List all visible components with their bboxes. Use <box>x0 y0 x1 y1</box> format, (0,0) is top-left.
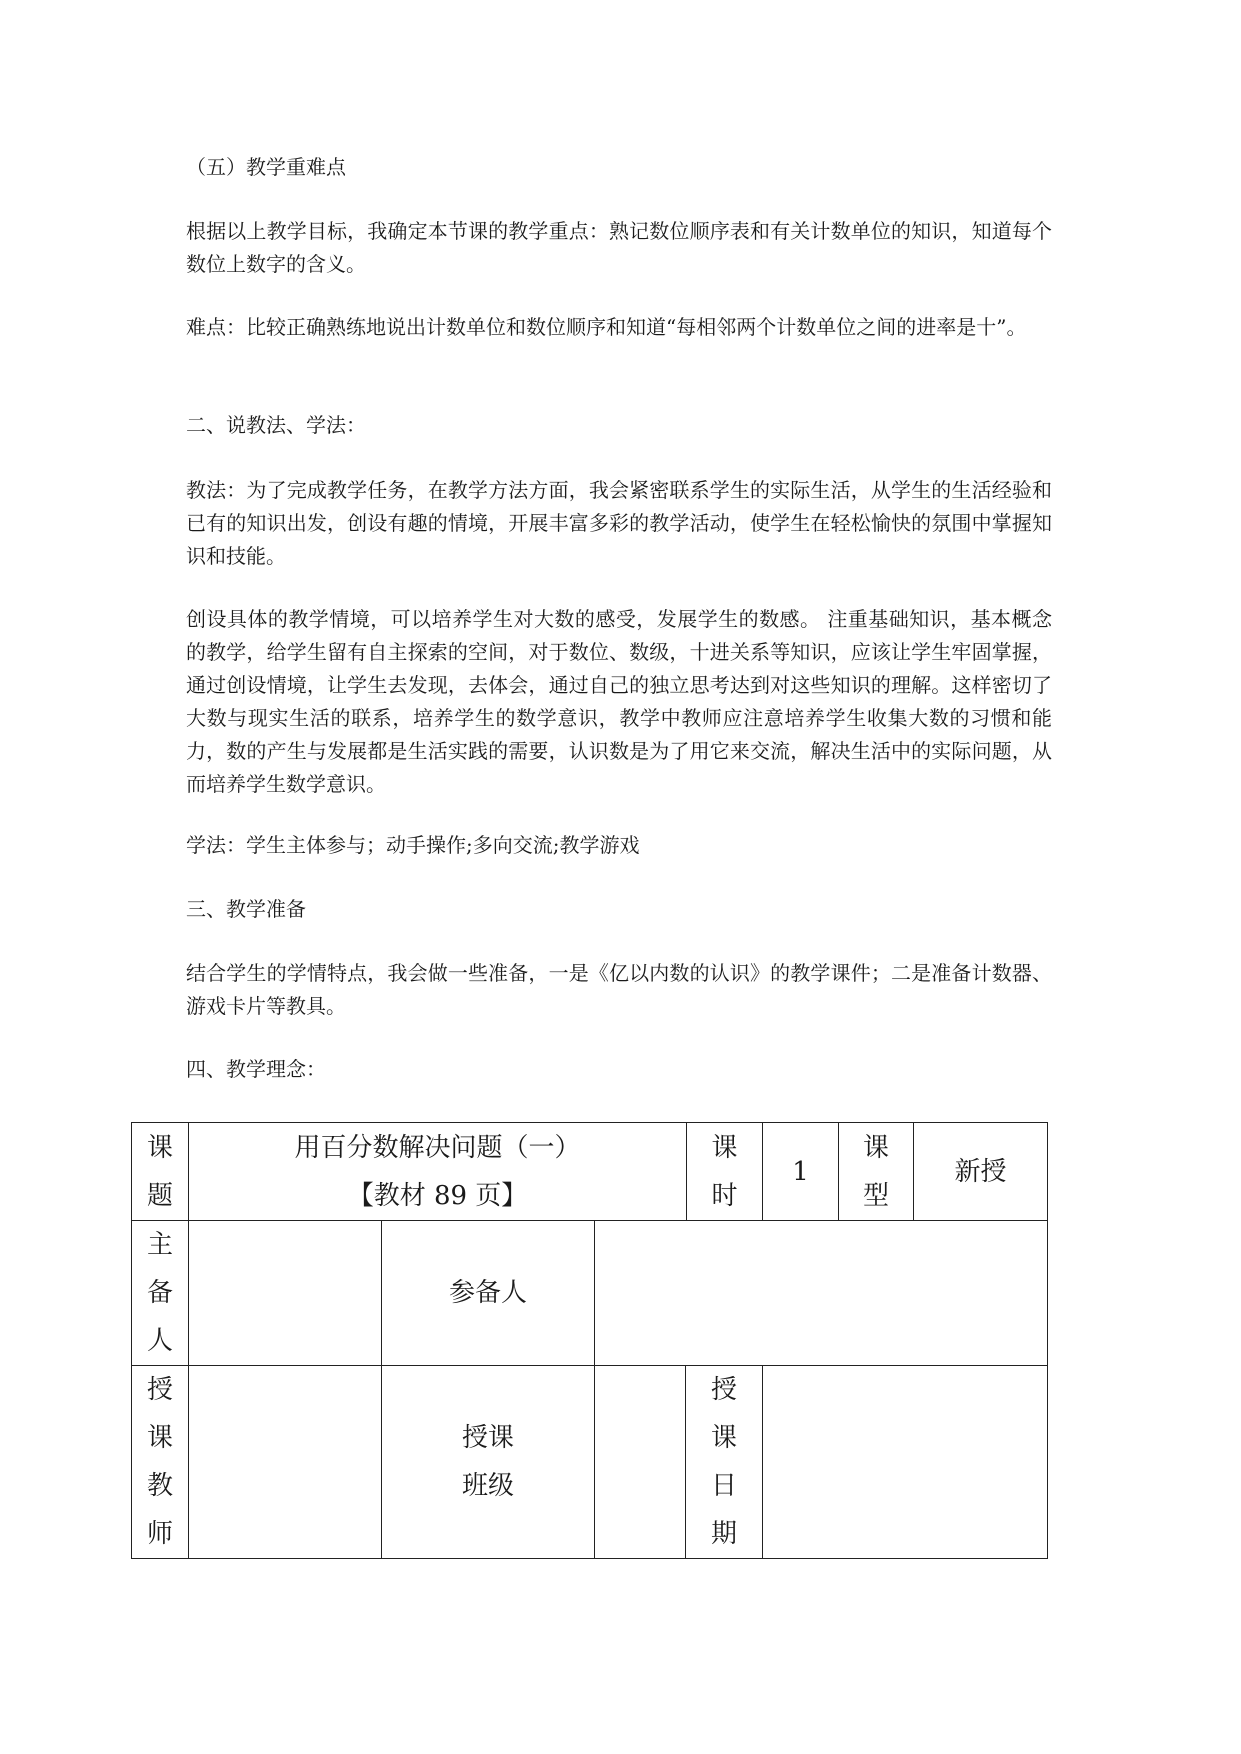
topic-label: 课题 <box>132 1123 189 1221</box>
main-preparer-value <box>189 1221 382 1366</box>
section-heading-key-points: （五）教学重难点 <box>186 155 346 179</box>
lesson-info-table <box>131 1122 1048 1559</box>
section-heading-methods: 二、说教法、学法： <box>186 413 366 437</box>
teacher-value <box>189 1366 382 1559</box>
paragraph-key-points: 根据以上教学目标，我确定本节课的教学重点：熟记数位顺序表和有关计数单位的知识，知道每个数位上数字的含义。 <box>186 219 1052 276</box>
date-value <box>763 1366 1048 1559</box>
main-preparer-label: 主备人 <box>132 1221 189 1366</box>
section-heading-philosophy: 四、教学理念： <box>186 1057 326 1081</box>
teacher-label: 授课教师 <box>132 1366 189 1559</box>
co-preparer-label: 参备人 <box>382 1221 595 1366</box>
table-row <box>132 1366 1048 1559</box>
paragraph-teaching-context: 创设具体的教学情境，可以培养学生对大数的感受，发展学生的数感。 注重基础知识，基本概念的教学，给学生留有自主探索的空间，对于数位、数级，十进关系等知识，应该让学生牢固掌握，通过创设情境，让学生去发现，去体会，通过自己的独立思考达到对这些知识的理解。这样密切了大数与现实生活的联系，培养学生的数学意识，教学中教师应注意培养学生收集大数的习惯和能力，数的产生与发展都是生活实践的需要，认识数是为了用它来交流，解决生活中的实际问题，从而培养学生数学意识。 <box>186 607 1052 796</box>
paragraph-learning-method: 学法：学生主体参与；动手操作;多向交流;教学游戏 <box>186 833 640 857</box>
table-row <box>132 1221 1048 1366</box>
co-preparer-value <box>595 1221 1048 1366</box>
type-label: 课型 <box>839 1123 914 1220</box>
period-value: 1 <box>763 1123 839 1221</box>
class-label: 授课 班级 <box>382 1366 595 1559</box>
paragraph-difficulties: 难点：比较正确熟练地说出计数单位和数位顺序和知道“每相邻两个计数单位之间的进率是十”。 <box>186 315 1027 339</box>
topic-title: 用百分数解决问题（一） <box>294 1132 581 1163</box>
section-heading-preparation: 三、教学准备 <box>186 897 306 921</box>
paragraph-preparation: 结合学生的学情特点，我会做一些准备，一是《亿以内数的认识》的教学课件；二是准备计数器、游戏卡片等教具。 <box>186 961 1052 1018</box>
paragraph-teaching-method: 教法：为了完成教学任务，在教学方法方面，我会紧密联系学生的实际生活，从学生的生活经验和已有的知识出发，创设有趣的情境，开展丰富多彩的教学活动，使学生在轻松愉快的氛围中掌握知识和技能。 <box>186 478 1052 568</box>
table-row <box>132 1123 1048 1221</box>
type-value: 新授 <box>954 1156 1007 1187</box>
class-value <box>595 1366 686 1558</box>
topic-textbook-page: 【教材 89 页】 <box>347 1180 528 1211</box>
date-label: 授课日期 <box>710 1375 737 1549</box>
topic-cell <box>189 1123 687 1221</box>
period-label: 课时 <box>687 1123 763 1221</box>
